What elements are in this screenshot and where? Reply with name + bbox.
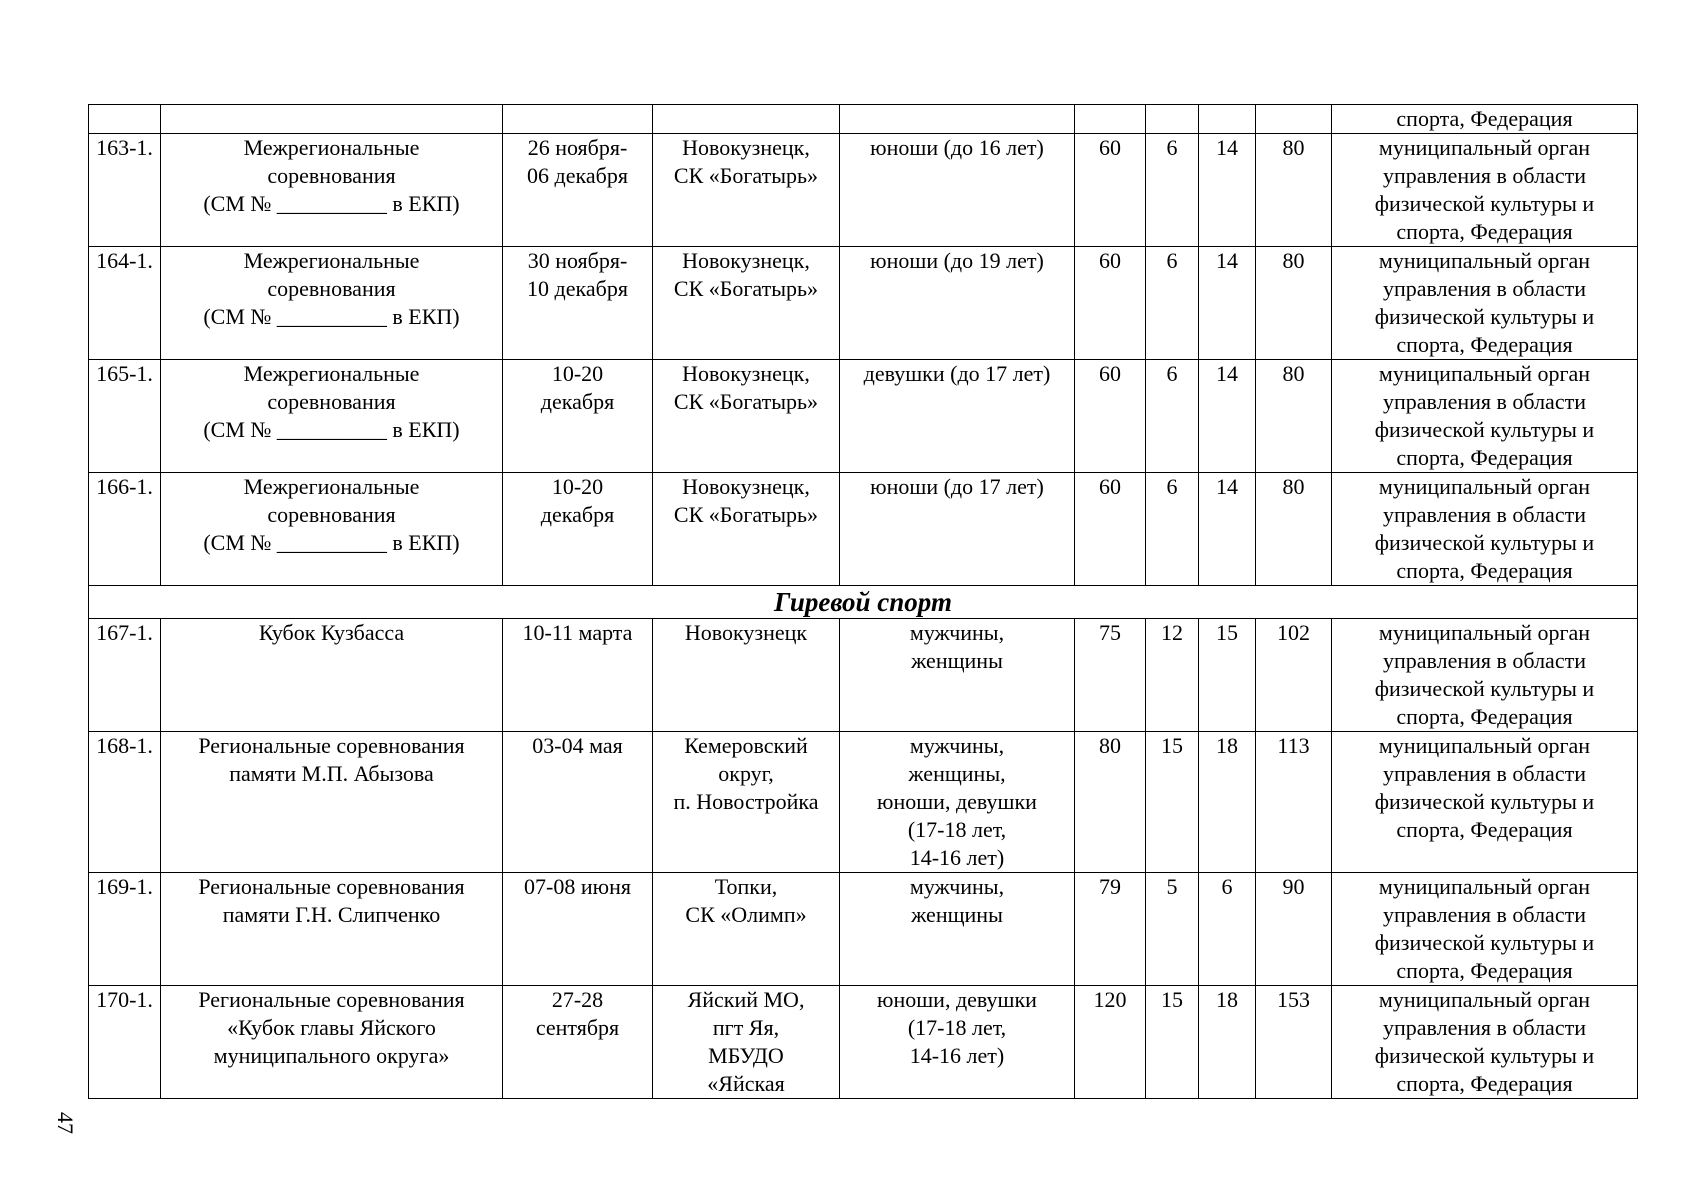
cell-line: юноши, девушки <box>877 789 1037 814</box>
table-row <box>89 360 1638 473</box>
cell-c2: 5 <box>1146 873 1199 986</box>
cell-participants <box>840 986 1075 1099</box>
cell-c2: 15 <box>1146 986 1199 1099</box>
cell-participants <box>840 873 1075 986</box>
cell-line: 10 декабря <box>527 276 628 301</box>
cell-line: Яйский МО, <box>687 987 805 1012</box>
cell-line: соревнования <box>267 389 396 414</box>
cell-org <box>1332 619 1638 732</box>
cell-line: управления в области <box>1383 648 1586 673</box>
cell-total <box>1256 105 1332 134</box>
table-row <box>89 732 1638 873</box>
cell-line: 10-20 <box>551 474 604 499</box>
cell-num <box>89 105 161 134</box>
cell-line: муниципального округа» <box>213 1043 450 1068</box>
cell-num: 170-1. <box>89 986 161 1099</box>
cell-line: женщины <box>911 902 1003 927</box>
table-row <box>89 873 1638 986</box>
cell-total: 80 <box>1256 247 1332 360</box>
section-title: Гиревой спорт <box>89 586 1638 619</box>
cell-line: управления в области <box>1383 761 1586 786</box>
cell-num: 164-1. <box>89 247 161 360</box>
cell-line: управления в области <box>1383 389 1586 414</box>
cell-line: (СМ № __________ в ЕКП) <box>203 417 460 442</box>
cell-line: соревнования <box>267 502 396 527</box>
cell-c2: 15 <box>1146 732 1199 873</box>
cell-event <box>161 732 503 873</box>
cell-line: муниципальный орган <box>1378 733 1591 758</box>
cell-line: (17-18 лет, <box>907 817 1007 842</box>
cell-line: пгт Яя, <box>712 1015 780 1040</box>
cell-line: декабря <box>540 502 615 527</box>
cell-num: 166-1. <box>89 473 161 586</box>
cell-place <box>653 619 840 732</box>
cell-org <box>1332 873 1638 986</box>
cell-total: 80 <box>1256 134 1332 247</box>
cell-dates <box>503 619 653 732</box>
cell-place <box>653 247 840 360</box>
cell-c3: 14 <box>1199 473 1256 586</box>
cell-line: спорта, Федерация <box>1396 817 1573 842</box>
cell-line: п. Новостройка <box>673 789 819 814</box>
cell-num: 167-1. <box>89 619 161 732</box>
cell-line: округ, <box>718 761 774 786</box>
cell-c2: 6 <box>1146 473 1199 586</box>
cell-line: 14-16 лет) <box>909 845 1005 870</box>
cell-line: женщины, <box>908 761 1006 786</box>
cell-line: женщины <box>911 648 1003 673</box>
cell-place <box>653 986 840 1099</box>
cell-c1: 60 <box>1075 360 1146 473</box>
cell-c3: 18 <box>1199 986 1256 1099</box>
cell-line: спорта, Федерация <box>1396 958 1573 983</box>
cell-line: физической культуры и <box>1374 417 1595 442</box>
cell-participants <box>840 473 1075 586</box>
cell-line: управления в области <box>1383 276 1586 301</box>
cell-line: 26 ноября- <box>527 135 628 160</box>
cell-line: декабря <box>540 389 615 414</box>
cell-line: Региональные соревнования <box>198 733 465 758</box>
cell-c2: 12 <box>1146 619 1199 732</box>
cell-line: 27-28 <box>551 987 604 1012</box>
cell-org <box>1332 134 1638 247</box>
cell-c3: 14 <box>1199 247 1256 360</box>
cell-line: спорта, Федерация <box>1396 219 1573 244</box>
cell-line: Новокузнецк, <box>682 474 810 499</box>
cell-line: «Кубок главы Яйского <box>227 1015 436 1040</box>
cell-line: Региональные соревнования <box>198 987 465 1012</box>
cell-line: муниципальный орган <box>1378 361 1591 386</box>
cell-line: Межрегиональные <box>243 361 420 386</box>
cell-dates <box>503 360 653 473</box>
table-row <box>89 986 1638 1099</box>
cell-line: муниципальный орган <box>1378 620 1591 645</box>
cell-participants <box>840 247 1075 360</box>
cell-c1: 60 <box>1075 134 1146 247</box>
cell-line: Межрегиональные <box>243 248 420 273</box>
cell-event <box>161 360 503 473</box>
cell-line: Региональные соревнования <box>198 874 465 899</box>
cell-line: муниципальный орган <box>1378 135 1591 160</box>
cell-total: 113 <box>1256 732 1332 873</box>
cell-line: СК «Олимп» <box>685 902 807 927</box>
cell-line: управления в области <box>1383 163 1586 188</box>
cell-c2: 6 <box>1146 134 1199 247</box>
cell-place <box>653 360 840 473</box>
cell-total: 80 <box>1256 473 1332 586</box>
cell-total: 90 <box>1256 873 1332 986</box>
table-row <box>89 619 1638 732</box>
cell-event <box>161 105 503 134</box>
cell-line: Новокузнецк <box>684 620 808 645</box>
cell-line: СК «Богатырь» <box>673 276 819 301</box>
events-table <box>88 104 1638 1099</box>
cell-line: физической культуры и <box>1374 789 1595 814</box>
cell-total: 80 <box>1256 360 1332 473</box>
cell-org <box>1332 986 1638 1099</box>
cell-line: управления в области <box>1383 1015 1586 1040</box>
cell-org <box>1332 473 1638 586</box>
cell-participants <box>840 360 1075 473</box>
cell-c3: 14 <box>1199 360 1256 473</box>
cell-event <box>161 134 503 247</box>
cell-org <box>1332 247 1638 360</box>
cell-participants <box>840 619 1075 732</box>
cell-line: (СМ № __________ в ЕКП) <box>203 191 460 216</box>
cell-dates <box>503 247 653 360</box>
cell-line: физической культуры и <box>1374 676 1595 701</box>
cell-num: 168-1. <box>89 732 161 873</box>
cell-line: физической культуры и <box>1374 304 1595 329</box>
table-row <box>89 134 1638 247</box>
cell-event <box>161 247 503 360</box>
cell-line: юноши (до 19 лет) <box>870 248 1044 273</box>
cell-line: управления в области <box>1383 502 1586 527</box>
page-number: 47 <box>53 1112 78 1134</box>
table-row-carry-over <box>89 105 1638 134</box>
cell-line: девушки (до 17 лет) <box>863 361 1051 386</box>
cell-line: муниципальный орган <box>1378 474 1591 499</box>
cell-line: Кемеровский <box>684 733 808 758</box>
cell-dates <box>503 473 653 586</box>
cell-c3: 6 <box>1199 873 1256 986</box>
cell-participants <box>840 134 1075 247</box>
cell-line: (СМ № __________ в ЕКП) <box>203 304 460 329</box>
cell-line: Новокузнецк, <box>682 248 810 273</box>
cell-c1: 75 <box>1075 619 1146 732</box>
cell-place <box>653 732 840 873</box>
cell-line: Кубок Кузбасса <box>258 620 405 645</box>
cell-line: юноши, девушки <box>877 987 1037 1012</box>
cell-dates <box>503 105 653 134</box>
cell-line: физической культуры и <box>1374 530 1595 555</box>
cell-line: юноши (до 16 лет) <box>870 135 1044 160</box>
cell-line: 10-20 <box>551 361 604 386</box>
cell-event <box>161 986 503 1099</box>
cell-line: юноши (до 17 лет) <box>870 474 1044 499</box>
cell-event <box>161 619 503 732</box>
cell-line: МБУДО <box>708 1043 784 1068</box>
cell-c1: 60 <box>1075 247 1146 360</box>
cell-dates <box>503 732 653 873</box>
cell-line: Новокузнецк, <box>682 135 810 160</box>
cell-line: 14-16 лет) <box>909 1043 1005 1068</box>
cell-org <box>1332 360 1638 473</box>
cell-c3: 18 <box>1199 732 1256 873</box>
table-row <box>89 473 1638 586</box>
cell-place <box>653 105 840 134</box>
cell-c1 <box>1075 105 1146 134</box>
cell-line: СК «Богатырь» <box>673 389 819 414</box>
cell-line: (СМ № __________ в ЕКП) <box>203 530 460 555</box>
cell-line: 10-11 марта <box>522 620 633 645</box>
cell-line: мужчины, <box>909 874 1005 899</box>
cell-line: соревнования <box>267 276 396 301</box>
cell-line: Межрегиональные <box>243 135 420 160</box>
cell-line: физической культуры и <box>1374 930 1595 955</box>
cell-line: спорта, Федерация <box>1396 558 1573 583</box>
cell-num: 165-1. <box>89 360 161 473</box>
cell-line: спорта, Федерация <box>1396 332 1573 357</box>
cell-line: муниципальный орган <box>1378 987 1591 1012</box>
cell-line: 03-04 мая <box>532 733 623 758</box>
cell-line: спорта, Федерация <box>1396 1071 1573 1096</box>
cell-c3: 14 <box>1199 134 1256 247</box>
cell-place <box>653 134 840 247</box>
cell-line: памяти Г.Н. Слипченко <box>222 902 441 927</box>
cell-line: физической культуры и <box>1374 191 1595 216</box>
cell-line: 06 декабря <box>527 163 628 188</box>
cell-line: 30 ноября- <box>527 248 628 273</box>
cell-total: 102 <box>1256 619 1332 732</box>
cell-event <box>161 473 503 586</box>
cell-line: спорта, Федерация <box>1396 704 1573 729</box>
cell-c1: 120 <box>1075 986 1146 1099</box>
cell-line: Межрегиональные <box>243 474 420 499</box>
cell-line: СК «Богатырь» <box>673 502 819 527</box>
cell-line: (17-18 лет, <box>907 1015 1007 1040</box>
cell-place <box>653 873 840 986</box>
cell-c2: 6 <box>1146 360 1199 473</box>
cell-line: управления в области <box>1383 902 1586 927</box>
cell-c1: 60 <box>1075 473 1146 586</box>
cell-c1: 80 <box>1075 732 1146 873</box>
cell-c2: 6 <box>1146 247 1199 360</box>
cell-line: муниципальный орган <box>1378 874 1591 899</box>
cell-line: памяти М.П. Абызова <box>229 761 434 786</box>
cell-line: Новокузнецк, <box>682 361 810 386</box>
cell-total: 153 <box>1256 986 1332 1099</box>
cell-c3: 15 <box>1199 619 1256 732</box>
cell-org: спорта, Федерация <box>1332 105 1638 134</box>
cell-line: соревнования <box>267 163 396 188</box>
cell-line: сентября <box>535 1015 620 1040</box>
cell-line: мужчины, <box>909 733 1005 758</box>
table-row <box>89 247 1638 360</box>
cell-event <box>161 873 503 986</box>
cell-c1: 79 <box>1075 873 1146 986</box>
cell-line: физической культуры и <box>1374 1043 1595 1068</box>
cell-line: мужчины, <box>909 620 1005 645</box>
cell-line: 07-08 июня <box>524 874 631 899</box>
cell-c3 <box>1199 105 1256 134</box>
cell-dates <box>503 873 653 986</box>
cell-line: спорта, Федерация <box>1396 445 1573 470</box>
cell-c2 <box>1146 105 1199 134</box>
cell-line: «Яйская <box>707 1071 785 1096</box>
cell-place <box>653 473 840 586</box>
cell-participants <box>840 732 1075 873</box>
section-row <box>89 586 1638 619</box>
cell-dates <box>503 986 653 1099</box>
cell-num: 163-1. <box>89 134 161 247</box>
cell-num: 169-1. <box>89 873 161 986</box>
cell-line: Топки, <box>714 874 778 899</box>
cell-dates <box>503 134 653 247</box>
cell-line: СК «Богатырь» <box>673 163 819 188</box>
cell-participants <box>840 105 1075 134</box>
cell-line: муниципальный орган <box>1378 248 1591 273</box>
cell-org <box>1332 732 1638 873</box>
